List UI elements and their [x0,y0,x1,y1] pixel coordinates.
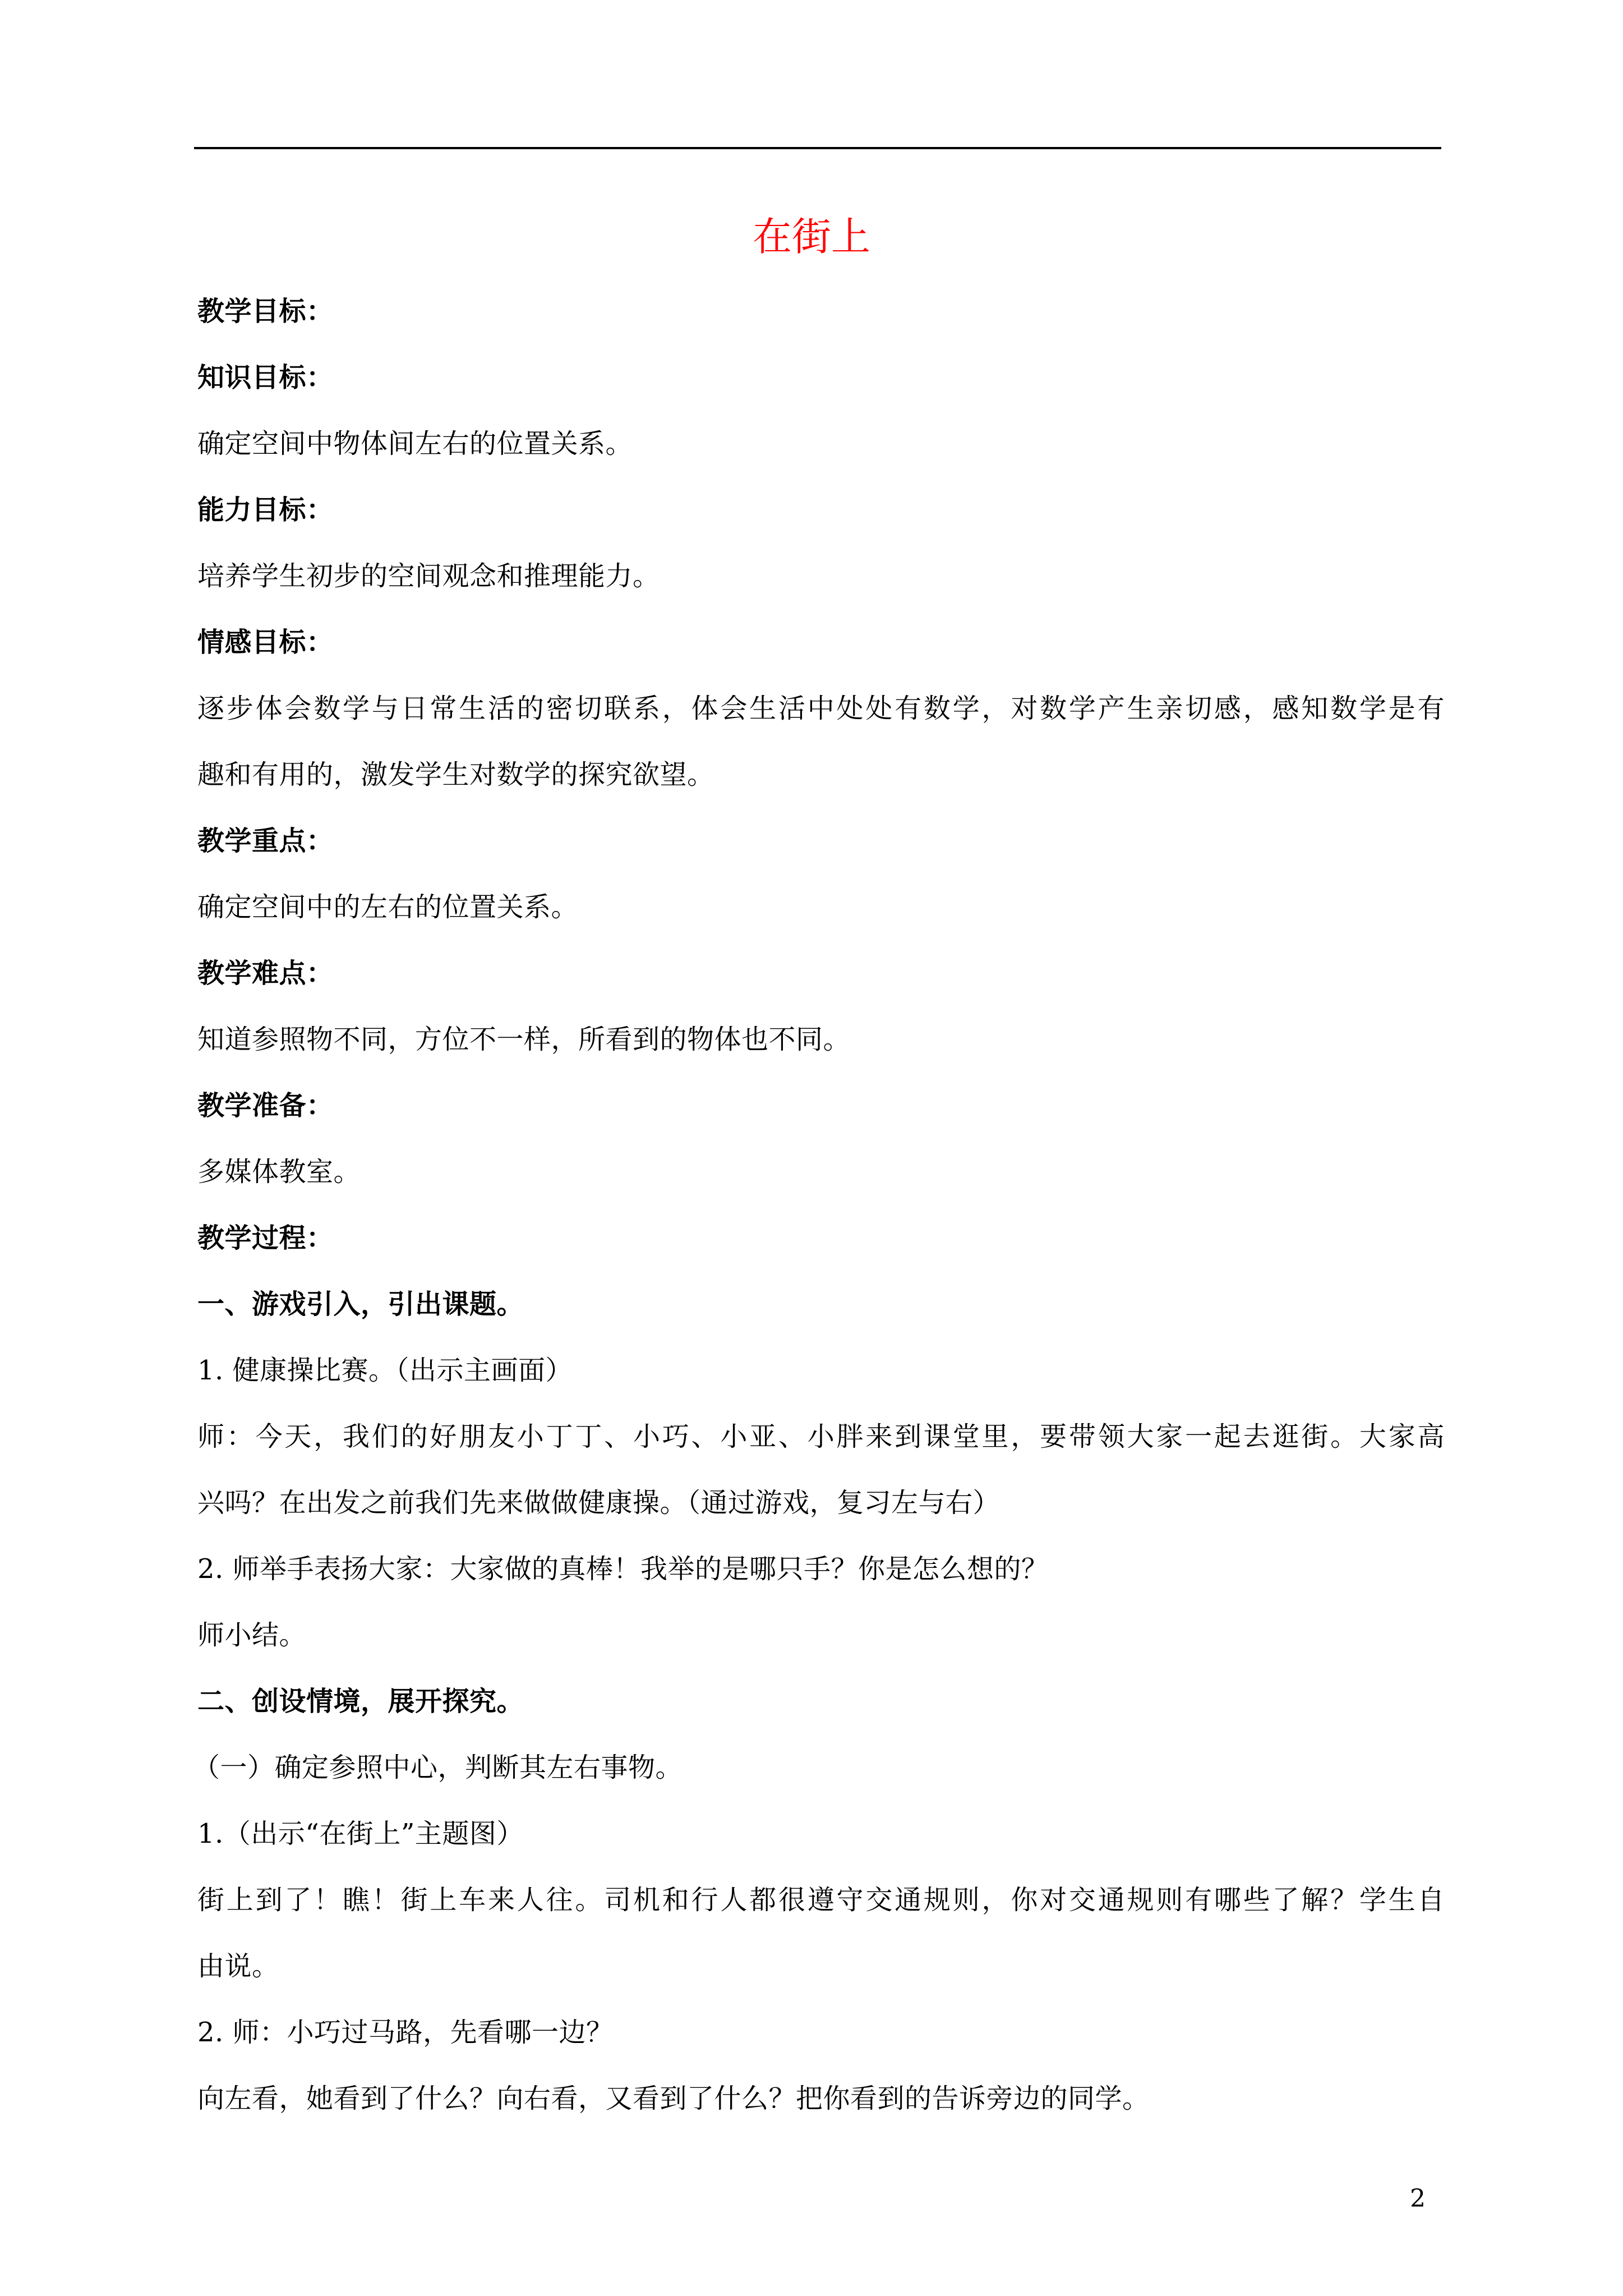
paragraph-line: 确定空间中物体间左右的位置关系。 [197,428,633,459]
paragraph-line: 由说。 [197,1950,279,1982]
heading-emotion-goals: 情感目标： [197,627,334,658]
paragraph-line: 1.（出示“在街上”主题图） [197,1818,524,1849]
heading-teaching-difficulty: 教学难点： [197,958,334,989]
paragraph-line: 师：今天，我们的好朋友小丁丁、小巧、小亚、小胖来到课堂里，要带领大家一起去逛街。大家高 [197,1421,1445,1452]
paragraph-line: 2. 师举手表扬大家：大家做的真棒！我举的是哪只手？你是怎么想的？ [197,1553,1049,1585]
header-rule [194,147,1441,149]
paragraph-line: 街上到了！瞧！街上车来人往。司机和行人都很遵守交通规则，你对交通规则有哪些了解？学生自 [197,1884,1445,1916]
heading-teaching-goals: 教学目标： [197,296,334,327]
heading-teaching-process: 教学过程： [197,1222,334,1254]
heading-teaching-focus: 教学重点： [197,825,334,857]
paragraph-line: （一）确定参照中心，判断其左右事物。 [193,1752,683,1783]
paragraph-line: 多媒体教室。 [197,1156,361,1188]
paragraph-line: 兴吗？在出发之前我们先来做做健康操。（通过游戏，复习左与右） [197,1487,1000,1519]
heading-ability-goals: 能力目标： [197,494,334,526]
section-heading-1: 一、游戏引入，引出课题。 [197,1289,524,1320]
heading-teaching-preparation: 教学准备： [197,1090,334,1121]
heading-knowledge-goals: 知识目标： [197,362,334,393]
section-heading-2: 二、创设情境，展开探究。 [197,1686,524,1717]
paragraph-line: 师小结。 [197,1619,307,1651]
paragraph-line: 知道参照物不同，方位不一样，所看到的物体也不同。 [197,1024,851,1055]
page-number: 2 [1410,2184,1426,2213]
paragraph-line: 向左看，她看到了什么？向右看，又看到了什么？把你看到的告诉旁边的同学。 [197,2083,1150,2114]
paragraph-line: 逐步体会数学与日常生活的密切联系，体会生活中处处有数学，对数学产生亲切感，感知数学是有 [197,693,1445,724]
paragraph-line: 趣和有用的，激发学生对数学的探究欲望。 [197,759,714,790]
paragraph-line: 1. 健康操比赛。（出示主画面） [197,1355,573,1386]
document-title: 在街上 [753,214,870,260]
paragraph-line: 确定空间中的左右的位置关系。 [197,891,579,923]
paragraph-line: 2. 师：小巧过马路，先看哪一边？ [197,2017,614,2048]
paragraph-line: 培养学生初步的空间观念和推理能力。 [197,560,660,592]
